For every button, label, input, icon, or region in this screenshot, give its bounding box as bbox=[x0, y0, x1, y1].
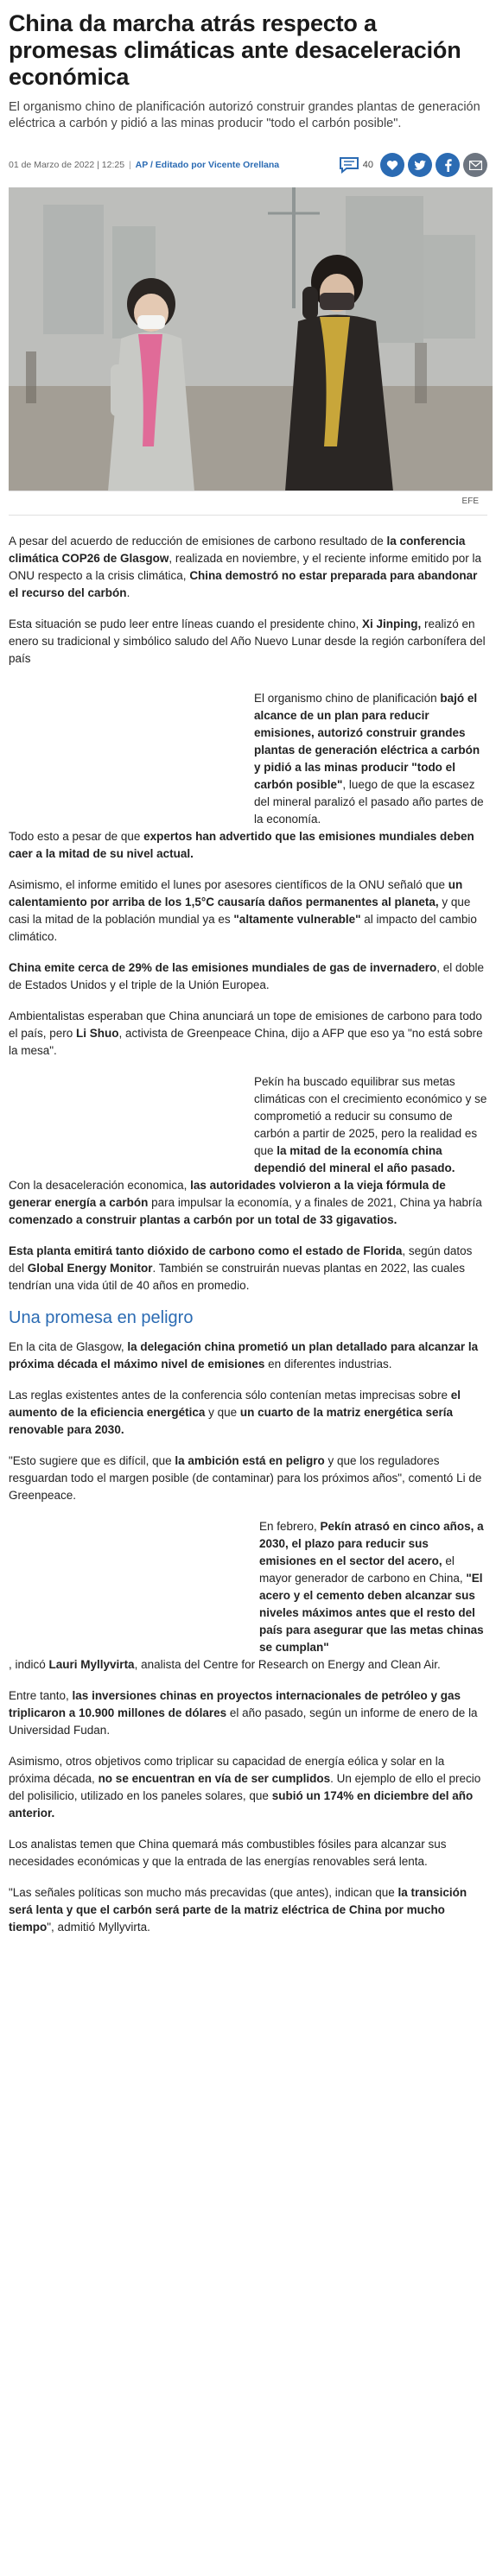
text: A pesar del acuerdo de reducción de emisiones de carbono resultado de bbox=[9, 535, 387, 547]
text: . También se construirán nuevas plantas en 2022, las cuales tendrían una vida útil de 40 años en promedio. bbox=[9, 1262, 466, 1292]
text: , realizada en noviembre, y el reciente informe emitido por la ONU respecto a la crisis climática, bbox=[9, 552, 482, 582]
paragraph-16 bbox=[9, 1753, 487, 1822]
text: . Un ejemplo de ello el precio del polisilicio, utilizado en los paneles solares, que bbox=[9, 1772, 481, 1802]
headline: China da marcha atrás respecto a promesas climáticas ante desaceleración económica bbox=[9, 10, 461, 90]
bold-text: Global Energy Monitor bbox=[27, 1262, 153, 1275]
text: , analista del Centre for Research on Energy and Clean Air. bbox=[134, 1658, 441, 1671]
text: al impacto del cambio climático. bbox=[9, 913, 477, 943]
bold-text: China emite cerca de 29% de las emisiones mundiales de gas de invernadero bbox=[9, 961, 437, 974]
bold-text: Lauri Myllyvirta bbox=[48, 1658, 135, 1671]
article-source[interactable]: AP / Editado por Vicente Orellana bbox=[135, 160, 280, 170]
bold-text: las autoridades volvieron a la vieja fórmula de generar energía a carbón bbox=[9, 1179, 446, 1209]
text: En la cita de Glasgow, bbox=[9, 1340, 128, 1353]
byline-separator: | bbox=[126, 160, 134, 170]
paragraph-15 bbox=[9, 1687, 487, 1739]
text: , el doble de Estados Unidos y el triple de la Unión Europea. bbox=[9, 961, 484, 991]
text: Las reglas existentes antes de la conferencia sólo contenían metas imprecisas sobre bbox=[9, 1389, 451, 1402]
meta-row bbox=[9, 149, 487, 180]
text: , luego de que la escasez del mineral paralizó el pasado año partes de la economía. bbox=[254, 778, 484, 826]
paragraph-2 bbox=[9, 616, 487, 668]
heart-icon[interactable] bbox=[380, 153, 404, 177]
text: En febrero, bbox=[259, 1520, 321, 1533]
bold-text: subió un 174% en diciembre del año anterior. bbox=[9, 1789, 474, 1820]
paragraph-18 bbox=[9, 1884, 487, 1936]
article-body bbox=[9, 533, 487, 1936]
text: "Esto sugiere que es difícil, que bbox=[9, 1454, 175, 1467]
paragraph-14 bbox=[9, 1518, 487, 1674]
text: . bbox=[126, 586, 130, 599]
paragraph-4 bbox=[9, 828, 487, 863]
text: ", admitió Myllyvirta. bbox=[47, 1921, 150, 1934]
bold-text: comenzado a construir plantas a carbón por un total de 33 gigavatios. bbox=[9, 1213, 397, 1226]
bold-text: la ambición está en peligro bbox=[175, 1454, 325, 1467]
bold-text: la delegación china prometió un plan detallado para alcanzar la próxima década el máximo nivel de emisiones bbox=[9, 1340, 479, 1370]
bold-text: Esta planta emitirá tanto dióxido de carbono como el estado de Florida bbox=[9, 1244, 403, 1257]
text: y que casi la mitad de la población mundial ya es bbox=[9, 896, 471, 926]
bold-text: Xi Jinping, bbox=[362, 617, 422, 630]
paragraph-1 bbox=[9, 533, 487, 602]
text: , indicó bbox=[9, 1658, 49, 1671]
bold-text: el aumento de la eficiencia energética bbox=[9, 1389, 461, 1419]
article-date: 01 de Marzo de 2022 | 12:25 bbox=[9, 160, 125, 170]
share-bar bbox=[339, 153, 487, 177]
comment-icon[interactable] bbox=[339, 156, 359, 174]
paragraph-13 bbox=[9, 1453, 487, 1504]
paragraph-14-wrap bbox=[9, 1518, 487, 1687]
paragraph-8-wrap bbox=[9, 1073, 487, 1177]
text: realizó en enero su tradicional y simbólico saludo del Año Nuevo Lunar desde la región carbonífera del país bbox=[9, 617, 486, 665]
article-photo bbox=[9, 187, 493, 491]
text: , activista de Greenpeace China, dijo a AFP que eso ya "no está sobre la mesa". bbox=[9, 1027, 483, 1057]
section-subheading: Una promesa en peligro bbox=[9, 1308, 194, 1327]
text: en diferentes industrias. bbox=[264, 1358, 392, 1370]
photo-credit: EFE bbox=[461, 497, 479, 506]
paragraph-10 bbox=[9, 1243, 487, 1294]
article-deck: El organismo chino de planificación autorizó construir grandes plantas de generación eléctrica a carbón y pidió a las minas producir "todo el carbón posible". bbox=[9, 100, 480, 130]
bold-text: las inversiones chinas en proyectos internacionales de petróleo y gas triplicaron a 10.900 millones de dólares bbox=[9, 1689, 461, 1719]
bold-text: la mitad de la economía china dependió del mineral el año pasado. bbox=[254, 1144, 455, 1174]
comment-count[interactable]: 40 bbox=[362, 160, 373, 170]
text: "Las señales políticas son mucho más precavidas (que antes), indican que bbox=[9, 1886, 398, 1899]
bold-text: "El acero y el cemento deben alcanzar sus niveles máximos antes que el resto del país para asegurar que las metas chinas se cumplan" bbox=[259, 1572, 484, 1654]
paragraph-5 bbox=[9, 877, 487, 946]
bold-text: no se encuentran en vía de ser cumplidos bbox=[98, 1772, 331, 1785]
paragraph-9 bbox=[9, 1177, 487, 1229]
paragraph-3-wrap bbox=[9, 681, 487, 828]
text: Asimismo, el informe emitido el lunes por asesores científicos de la ONU señaló que bbox=[9, 878, 448, 891]
bold-text: Pekín atrasó en cinco años, a 2030, el plazo para reducir sus emisiones en el sector del acero, bbox=[259, 1520, 484, 1567]
bold-text: "altamente vulnerable" bbox=[233, 913, 361, 926]
mail-icon[interactable] bbox=[463, 153, 487, 177]
bold-text: China demostró no estar preparada para abandonar el recurso del carbón bbox=[9, 569, 478, 599]
facebook-icon[interactable] bbox=[436, 153, 460, 177]
text: Con la desaceleración economica, bbox=[9, 1179, 191, 1192]
bold-text: un calentamiento por arriba de los 1,5°C causaría daños permanentes al planeta, bbox=[9, 878, 463, 908]
text: para impulsar la economía, y a finales de 2021, China ya habría bbox=[148, 1196, 482, 1209]
text: Pekín ha buscado equilibrar sus metas climáticas con el crecimiento económico y se comprometió a reducir su consumo de carbón a partir de 2025, pero la realidad es que bbox=[254, 1075, 487, 1157]
paragraph-7 bbox=[9, 1008, 487, 1060]
text: el mayor generador de carbono en China, bbox=[259, 1554, 467, 1585]
text: Entre tanto, bbox=[9, 1689, 73, 1702]
bold-text: Li Shuo bbox=[76, 1027, 119, 1040]
text: Todo esto a pesar de que bbox=[9, 830, 144, 843]
text: y que los reguladores resguardan todo el margen posible (de contaminar) para los próximos años", comentó Li de Greenpeace. bbox=[9, 1454, 482, 1502]
bold-text: un cuarto de la matriz energética sería renovable para 2030. bbox=[9, 1406, 453, 1436]
paragraph-6 bbox=[9, 959, 487, 994]
bold-text: expertos han advertido que las emisiones mundiales deben caer a la mitad de su nivel actual. bbox=[9, 830, 474, 860]
twitter-icon[interactable] bbox=[408, 153, 432, 177]
text: Ambientalistas esperaban que China anunciará un tope de emisiones de carbono para todo el país, pero bbox=[9, 1010, 482, 1040]
bold-text: bajó el alcance de un plan para reducir emisiones, autorizó construir grandes plantas de generación eléctrica a carbón y pidió a las minas producir "todo el carbón posible" bbox=[254, 692, 480, 791]
text: Esta situación se pudo leer entre líneas cuando el presidente chino, bbox=[9, 617, 363, 630]
paragraph-11 bbox=[9, 1339, 487, 1373]
paragraph-17 bbox=[9, 1836, 487, 1870]
text: El organismo chino de planificación bbox=[254, 692, 441, 705]
text: Asimismo, otros objetivos como triplicar su capacidad de energía eólica y solar en la próxima década, bbox=[9, 1755, 445, 1785]
text: y que bbox=[205, 1406, 240, 1419]
text: Los analistas temen que China quemará más combustibles fósiles para alcanzar sus necesidades económicas y que la entrada de las energías renovables será lenta. bbox=[9, 1838, 447, 1868]
paragraph-12 bbox=[9, 1387, 487, 1439]
smog-street-illustration bbox=[9, 187, 493, 491]
bold-text: la conferencia climática COP26 de Glasgow bbox=[9, 535, 466, 565]
bold-text: la transición será lenta y que el carbón será parte de la matriz eléctrica de China por mucho tiempo bbox=[9, 1886, 467, 1934]
text: el año pasado, según un informe de enero de la Universidad Fudan. bbox=[9, 1706, 478, 1737]
photo-credit-bar bbox=[9, 491, 487, 516]
byline bbox=[9, 160, 279, 170]
text: , según datos del bbox=[9, 1244, 473, 1275]
